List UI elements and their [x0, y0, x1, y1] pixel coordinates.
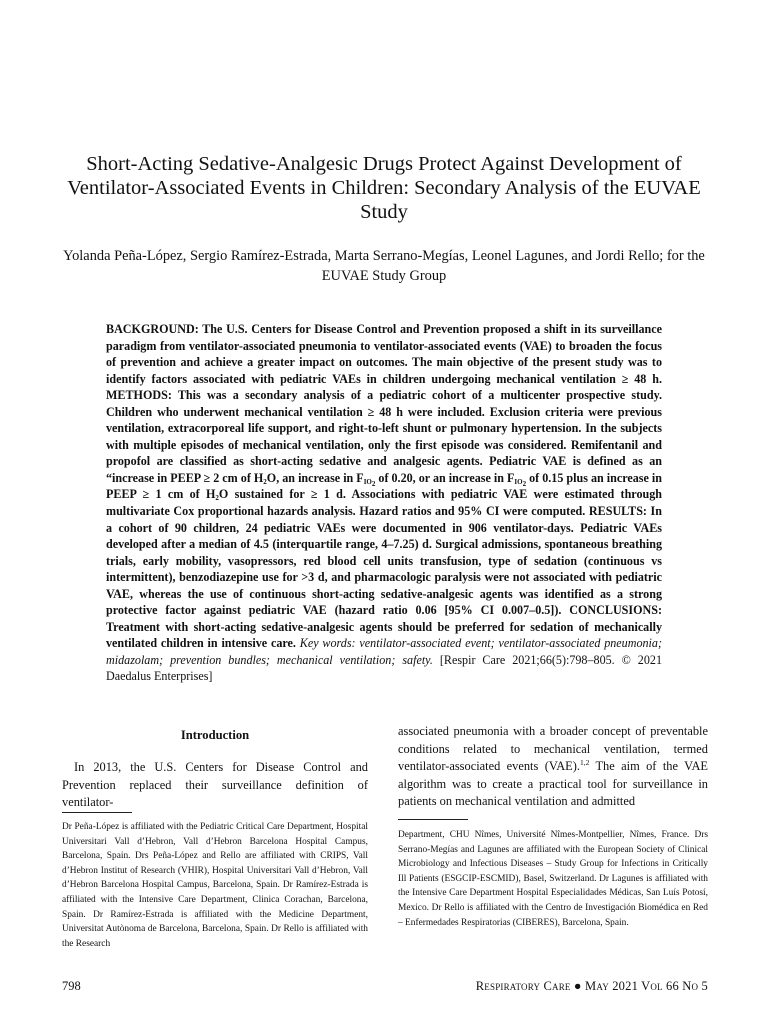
- abstract-text-2: O, an increase in F: [266, 470, 364, 485]
- abstract: [106, 321, 662, 685]
- affiliation-footnote-right: Department, CHU Nîmes, Université Nîmes-Montpellier, Nîmes, France. Drs Serrano-Megías and Lagunes are affiliated with the European Society of Clinical Microbiology and Infectious Diseases – Study Group for Infections in Critically Ill Patients (ESGCIP-ESCMID), Basel, Switzerland. Dr Lagunes is affiliated with the Intensive Care Department Hospital Especialidades Médicas, San Luís Potosí, Mexico. Dr Rello is affiliated with the Centro de Investigación Biomédica en Red – Enfermedades Respiratorias (CIBERES), Barcelona, Spain.: [398, 830, 708, 928]
- citation-superscript: 1,2: [579, 757, 590, 767]
- abstract-text-3: of 0.20, or an increase in F: [375, 470, 515, 485]
- fio2-subscript-2: IO2: [514, 477, 527, 488]
- journal-running-footer: Respiratory Care ● May 2021 Vol 66 No 5: [475, 979, 708, 993]
- affiliation-footnote-left: Dr Peña-López is affiliated with the Pediatric Critical Care Department, Hospital Universitari Vall d’Hebron, Vall d’Hebron Barcelona Hospital Campus, Barcelona, Spain. Drs Peña-López and Rello are affiliated with CRIPS, Vall d’Hebron Institut of Research (VHIR), Hospital Universitari Vall d’Hebron, Vall d’Hebron Barcelona Hospital Campus, Barcelona, Spain. Dr Ramírez-Estrada is affiliated with the Intensive Care Department, Clinica Corachan, Barcelona, Spain. Dr Ramírez-Estrada is affiliated with the Medicine Department, Universitat Autònoma de Barcelona, Barcelona, Spain. Dr Rello is affiliated with the Research: [62, 822, 368, 949]
- footnote-rule-left: [62, 812, 132, 813]
- section-heading-introduction: Introduction: [180, 728, 250, 742]
- abstract-text-5: O sustained for ≥ 1 d. Associations with pediatric VAE were estimated through multivariate Cox proportional hazards analysis. Hazard ratios and 95% CI were computed. RESULTS: In a cohort of 90 children, 24 pediatric VAEs were documented in 906 ventilator-days. Pediatric VAEs developed after a median of 4.5 (interquartile range, 4–7.25) d. Surgical admissions, spontaneous breathing trials, early mobility, vasopressors, red blood cell units transfusion, type of sedation (continuous vs intermittent), benzodiazepine use for >3 d, and pharmacologic paralysis were not associated with pediatric VAE, whereas the use of continuous short-acting sedative-analgesic agents was identified as a strong protective factor against pediatric VAE (hazard ratio 0.06 [95% CI 0.007–0.5]). CONCLUSIONS: Treatment with short-acting sedative-analgesic agents should be preferred for sedation of mechanically ventilated children in intensive care.: [106, 487, 662, 651]
- abstract-text-4: of 0.15 plus an increase in PEEP ≥ 1 cm of H: [106, 470, 662, 502]
- intro-paragraph-right: associated pneumonia with a broader concept of preventable conditions related to mechanical ventilation, termed ventilator-associated events (VAE).$^{1,2}$ The aim of the VAE algorithm was to create a practical tool for surveillance in patients on mechanical ventilation and admitted: [398, 724, 708, 808]
- author-list: Yolanda Peña-López, Sergio Ramírez-Estrada, Marta Serrano-Megías, Leonel Lagunes, and Jordi Rello; for the EUVAE Study Group: [63, 248, 705, 284]
- abstract-keywords: Key words: ventilator-associated event; ventilator-associated pneumonia; midazolam; prevention bundles; mechanical ventilation; safety.: [106, 636, 662, 667]
- page-number: 798: [62, 979, 81, 993]
- abstract-text-1: BACKGROUND: The U.S. Centers for Disease Control and Prevention proposed a shift in its surveillance paradigm from ventilator-associated pneumonia to ventilator-associated events (VAE) to broaden the focus of prevention and achieve a greater impact on outcomes. The main objective of the present study was to identify factors associated with pediatric VAEs in children undergoing mechanical ventilation ≥ 48 h. METHODS: This was a secondary analysis of a pediatric cohort of a multicenter prospective study. Children who underwent mechanical ventilation ≥ 48 h were included. Exclusion criteria were previous ventilation, extracorporeal life support, and right-to-left shunt or pulmonary hypertension. In the subjects with multiple episodes of mechanical ventilation, only the first episode was considered. Remifentanil and propofol are classified as short-acting sedative and analgesic agents. Pediatric VAE is defined as an “increase in PEEP ≥ 2 cm of H: [106, 322, 662, 485]
- article-title: Short-Acting Sedative-Analgesic Drugs Protect Against Development of Ventilator-Associated Events in Children: Secondary Analysis of the EUVAE Study: [67, 153, 701, 223]
- fio2-subscript: IO2: [363, 477, 376, 488]
- abstract-citation: [Respir Care 2021;66(5):798–805. © 2021 Daedalus Enterprises]: [106, 652, 662, 684]
- intro-paragraph-left: In 2013, the U.S. Centers for Disease Control and Prevention replaced their surveillance definition of ventilator-: [62, 760, 368, 809]
- footnote-rule-right: [398, 819, 468, 820]
- h2o-subscript: 2: [263, 477, 267, 486]
- h2o-subscript-2: 2: [215, 494, 219, 503]
